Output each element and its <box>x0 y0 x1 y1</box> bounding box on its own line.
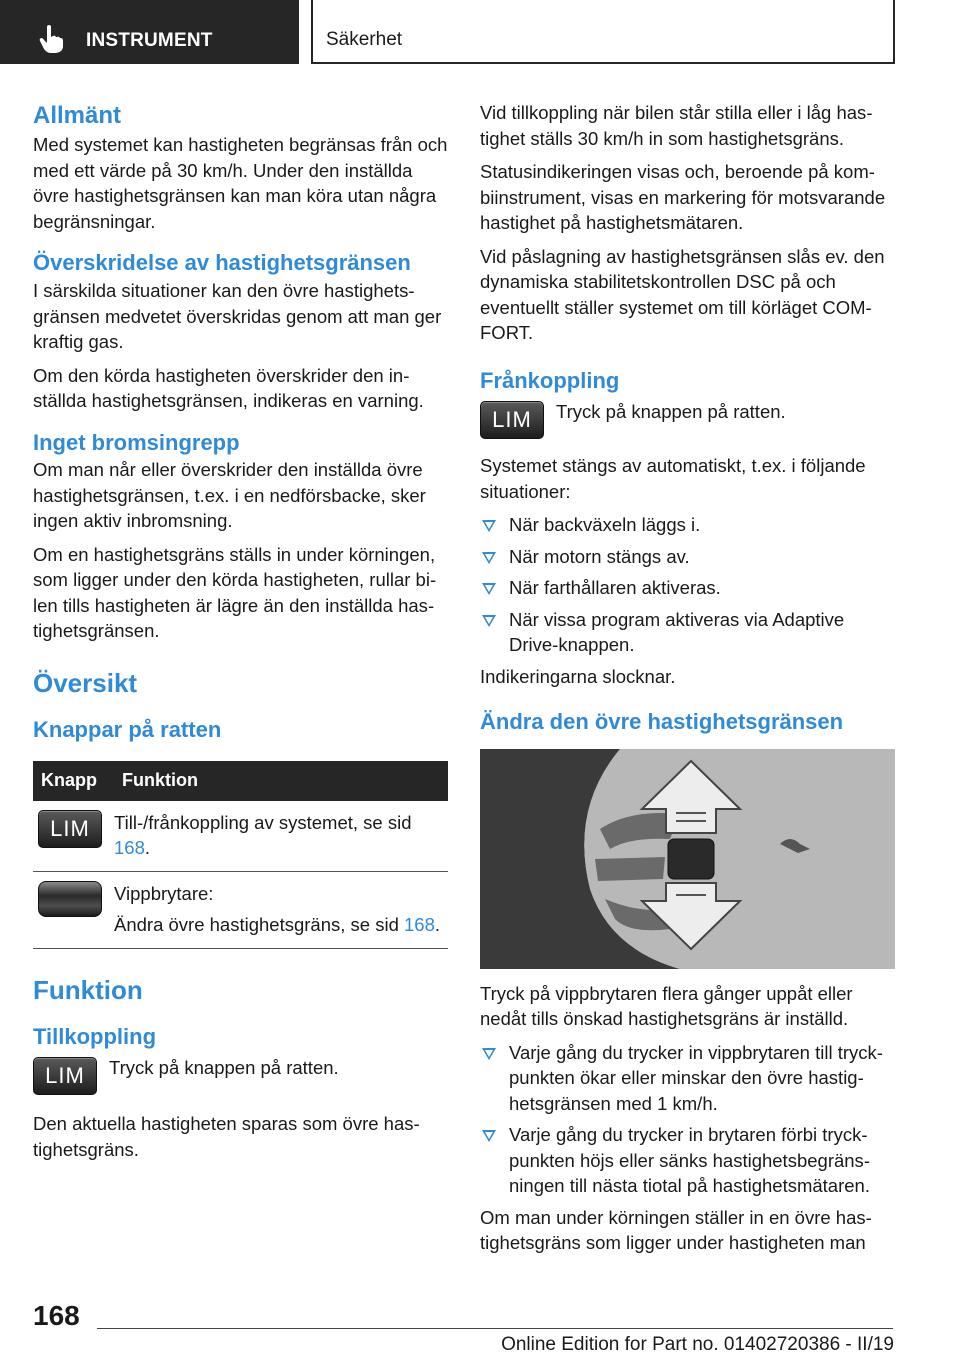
paragraph: Tryck på knappen på ratten. <box>556 401 786 423</box>
triangle-bullet-icon <box>482 615 496 627</box>
bullet-list <box>480 512 895 658</box>
paragraph: Vid påslagning av hastighetsgränsen slås ev. den dynamiska stabilitetskontrollen DSC på och eventuellt ställer systemet om till körläget COMFORT. <box>480 245 885 343</box>
left-column <box>33 100 448 1162</box>
heading-knappar: Knappar på ratten <box>33 716 222 742</box>
button-table <box>33 761 448 949</box>
paragraph: Tryck på knappen på ratten. <box>109 1057 339 1079</box>
paragraph: Tryck på vippbrytaren flera gånger uppåt eller nedåt tills önskad hastighetsgräns är inställd. <box>480 982 853 1030</box>
right-column <box>480 100 895 1256</box>
paragraph: Statusindikeringen visas och, beroende på kombiinstrument, visas en markering för motsvarande hastighet på hastighetsmätaren. <box>480 161 886 233</box>
list-item: När motorn stängs av. <box>480 544 895 570</box>
list-item: Varje gång du trycker in brytaren förbi tryckpunkten höjs eller sänks hastighetsbegränsningen till nästa tiotal på hastighetsmätaren. <box>480 1122 895 1199</box>
steering-wheel-photo <box>480 749 895 969</box>
table-row <box>33 871 448 948</box>
triangle-bullet-icon <box>482 583 496 595</box>
heading-frankoppling: Frånkoppling <box>480 367 620 393</box>
bullet-list <box>480 1040 895 1199</box>
paragraph: Om man under körningen ställer in en övre hastighetsgräns som ligger under hastigheten man <box>480 1206 872 1254</box>
edition-text: Online Edition for Part no. 01402720386 - II/19 <box>501 1334 894 1355</box>
paragraph: Om en hastighetsgräns ställs in under körningen, som ligger under den körda hastigheten, rullar bilen tills hastigheten är lägre än den inställda hastighetsgränsen. <box>33 543 437 642</box>
triangle-bullet-icon <box>482 552 496 564</box>
heading-tillkoppling: Tillkoppling <box>33 1023 157 1049</box>
table-header-funktion: Funktion <box>114 761 448 801</box>
table-cell: Till-/frånkoppling av systemet, se sid 168. <box>114 811 412 859</box>
list-item: Varje gång du trycker in vippbrytaren till tryckpunkten ökar eller minskar den övre hastighetsgränsen med 1 km/h. <box>480 1040 895 1117</box>
heading-andra: Ändra den övre hastighetsgränsen <box>480 709 844 735</box>
table-row <box>33 801 448 872</box>
lim-button-icon: LIM <box>480 401 544 439</box>
section-label: Säkerhet <box>326 29 403 50</box>
table-cell: Vippbrytare: <box>114 882 214 904</box>
list-item: När vissa program aktiveras via Adaptive Drive-knappen. <box>480 607 895 658</box>
list-item: När farthållaren aktiveras. <box>480 575 895 601</box>
page-link[interactable]: 168 <box>114 837 145 859</box>
lim-button-icon: LIM <box>38 810 102 848</box>
paragraph: Om den körda hastigheten överskrider den inställda hastighetsgränsen, indikeras en varning. <box>33 364 424 412</box>
paragraph: I särskilda situationer kan den övre hastighetsgränsen medvetet överskridas genom att man ger kraftig gas. <box>33 280 442 353</box>
page-number: 168 <box>33 1300 80 1331</box>
footer-divider <box>97 1328 893 1329</box>
table-cell: Ändra övre hastighetsgräns, se sid 168. <box>114 914 441 936</box>
chapter-label: INSTRUMENT <box>86 30 213 51</box>
lim-button-icon: LIM <box>33 1057 97 1095</box>
triangle-bullet-icon <box>482 1130 496 1142</box>
list-item: När backväxeln läggs i. <box>480 512 895 538</box>
paragraph: Om man når eller överskrider den inställda övre hastighetsgränsen, t.ex. i en nedförsbacke, sker ingen aktiv inbromsning. <box>33 459 426 532</box>
chapter-tab <box>0 0 299 64</box>
heading-oversikt: Översikt <box>33 667 138 698</box>
pointing-hand-icon <box>38 24 66 54</box>
triangle-bullet-icon <box>482 1048 496 1060</box>
page-link[interactable]: 168 <box>404 914 435 936</box>
table-header-knapp: Knapp <box>33 761 114 801</box>
paragraph: Vid tillkoppling när bilen står stilla eller i låg hastighet ställs 30 km/h in som hastighetsgräns. <box>480 102 873 149</box>
rocker-switch-illustration <box>480 749 895 969</box>
heading-funktion: Funktion <box>33 974 143 1005</box>
paragraph: Med systemet kan hastigheten begränsas från och med ett värde på 30 km/h. Under den inställda övre hastighetsgränsen kan man köra utan några begränsningar. <box>33 134 448 232</box>
section-header <box>311 0 895 64</box>
paragraph: Indikeringarna slocknar. <box>480 665 676 687</box>
heading-inget-bromsingrepp: Inget bromsingrepp <box>33 429 240 455</box>
heading-allmant: Allmänt <box>33 102 122 129</box>
paragraph: Den aktuella hastigheten sparas som övre hastighetsgräns. <box>33 1113 420 1160</box>
heading-overskridelse: Överskridelse av hastighetsgränsen <box>33 250 411 276</box>
paragraph: Systemet stängs av automatiskt, t.ex. i följande situationer: <box>480 455 866 502</box>
rocker-switch-icon <box>38 881 102 917</box>
triangle-bullet-icon <box>482 520 496 532</box>
